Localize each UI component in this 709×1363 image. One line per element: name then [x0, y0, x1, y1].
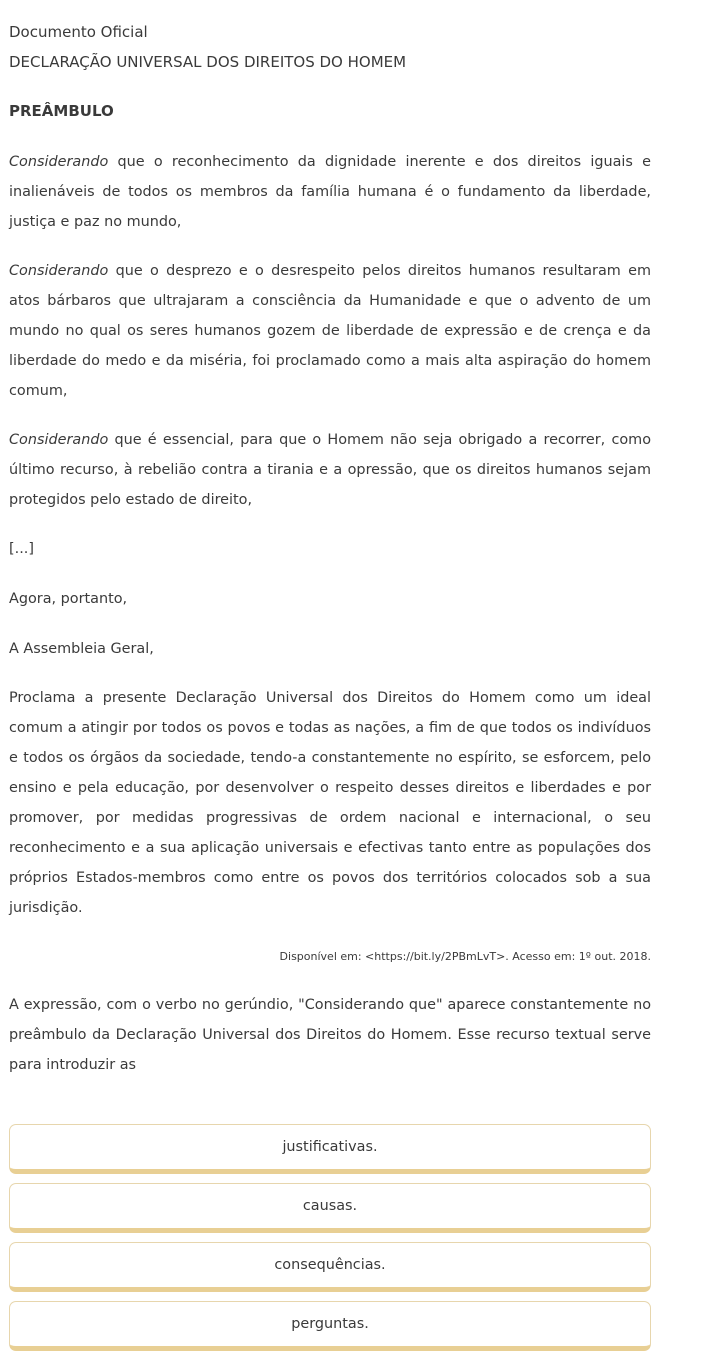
option-button-1[interactable]	[9, 1124, 651, 1174]
paragraph-lead: Considerando	[9, 263, 109, 279]
proclamation-paragraph: Proclama a presente Declaração Universal dos Direitos do Homem como um ideal comum a atingir por todos os povos e todas as nações, a fim de que todos os indivíduos e todos os órgãos da sociedade, tendo-a constantemente no espírito, se esforcem, pelo ensino e pela educação, por desenvolver o respeito desses direitos e liberdades e por promover, por medidas progressivas de ordem nacional e internacional, o seu reconhecimento e a sua aplicação universais e efectivas tanto entre as populações dos próprios Estados-membros como entre os povos dos territórios colocados sob a sua jurisdição.	[9, 690, 651, 916]
preamble-paragraph-3	[9, 425, 651, 515]
document-title: DECLARAÇÃO UNIVERSAL DOS DIREITOS DO HOMEM	[9, 53, 407, 71]
paragraph-text: que o reconhecimento da dignidade inerente e dos direitos iguais e inalienáveis de todos os membros da família humana é o fundamento da liberdade, justiça e paz no mundo,	[9, 154, 651, 230]
option-label: perguntas.	[291, 1316, 369, 1332]
question-text: A expressão, com o verbo no gerúndio, "Considerando que" aparece constantemente no preâmbulo da Declaração Universal dos Direitos do Homem. Esse recurso textual serve para introduzir as	[9, 997, 651, 1073]
section-title: PREÂMBULO	[9, 102, 114, 120]
document-label: Documento Oficial	[9, 23, 148, 41]
preamble-paragraph-1	[9, 147, 651, 237]
preamble-paragraph-2	[9, 256, 651, 406]
option-button-3[interactable]	[9, 1242, 651, 1292]
source-citation: Disponível em: <https://bit.ly/2PBmLvT>. Acesso em: 1º out. 2018.	[279, 950, 651, 963]
paragraph-lead: Considerando	[9, 432, 109, 448]
option-button-4[interactable]	[9, 1301, 651, 1351]
option-label: justificativas.	[282, 1139, 378, 1155]
paragraph-text: que é essencial, para que o Homem não seja obrigado a recorrer, como último recurso, à rebelião contra a tirania e a opressão, que os direitos humanos sejam protegidos pelo estado de direito,	[9, 432, 651, 508]
ellipsis-marker: [...]	[9, 541, 34, 557]
option-button-2[interactable]	[9, 1183, 651, 1233]
paragraph-lead: Considerando	[9, 154, 109, 170]
paragraph-text: que o desprezo e o desrespeito pelos direitos humanos resultaram em atos bárbaros que ultrajaram a consciência da Humanidade e que o advento de um mundo no qual os seres humanos gozem de liberdade de expressão e de crença e da liberdade do medo e da miséria, foi proclamado como a mais alta aspiração do homem comum,	[9, 263, 651, 399]
assembly-line: A Assembleia Geral,	[9, 641, 154, 657]
now-therefore-line: Agora, portanto,	[9, 591, 128, 607]
option-label: causas.	[302, 1198, 358, 1214]
option-label: consequências.	[274, 1257, 386, 1273]
